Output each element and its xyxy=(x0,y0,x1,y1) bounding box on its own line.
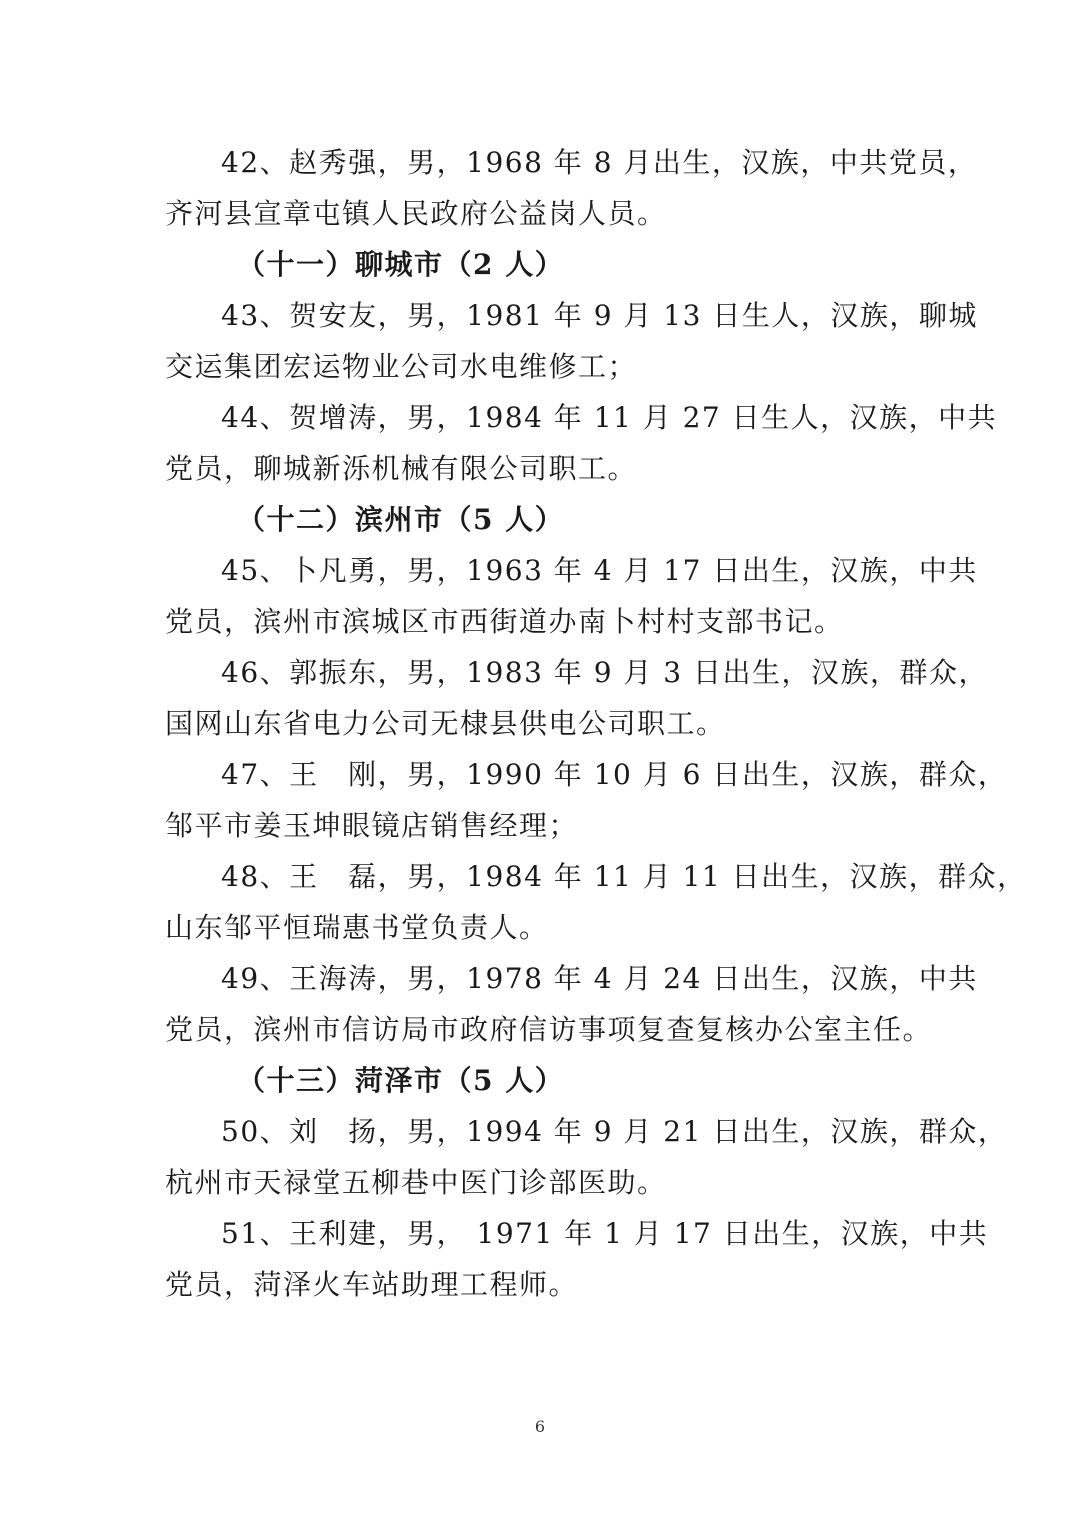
paragraph-line: 党员，滨州市滨城区市西街道办南卜村村支部书记。 xyxy=(165,605,844,638)
paragraph-line: 46、郭振东，男，1983 年 9 月 3 日出生，汉族，群众， xyxy=(221,656,989,689)
paragraph-line: 49、王海涛，男，1978 年 4 月 24 日出生，汉族，中共 xyxy=(221,962,978,995)
paragraph-line: 43、贺安友，男，1981 年 9 月 13 日生人，汉族，聊城 xyxy=(221,299,978,332)
paragraph-line: 国网山东省电力公司无棣县供电公司职工。 xyxy=(165,707,726,740)
paragraph-line: 邹平市姜玉坤眼镜店销售经理； xyxy=(165,809,579,842)
paragraph-line: 44、贺增涛，男，1984 年 11 月 27 日生人，汉族，中共 xyxy=(221,401,998,434)
paragraph-line: 47、王 刚，男，1990 年 10 月 6 日出生，汉族，群众， xyxy=(221,758,1008,791)
section-heading: （十二）滨州市（5 人） xyxy=(237,503,565,536)
paragraph-line: 48、王 磊，男，1984 年 11 月 11 日出生，汉族，群众， xyxy=(221,860,1027,893)
section-heading: （十三）菏泽市（5 人） xyxy=(237,1064,565,1097)
paragraph-line: 山东邹平恒瑞惠书堂负责人。 xyxy=(165,911,549,944)
paragraph-line: 齐河县宣章屯镇人民政府公益岗人员。 xyxy=(165,197,667,230)
paragraph-line: 50、刘 扬，男，1994 年 9 月 21 日出生，汉族，群众， xyxy=(221,1115,1008,1148)
paragraph-line: 45、卜凡勇，男，1963 年 4 月 17 日出生，汉族，中共 xyxy=(221,554,978,587)
page-number: 6 xyxy=(534,1417,546,1436)
paragraph-line: 42、赵秀强，男，1968 年 8 月出生，汉族，中共党员， xyxy=(221,146,978,179)
paragraph-line: 杭州市天禄堂五柳巷中医门诊部医助。 xyxy=(165,1166,667,1199)
document-body xyxy=(165,137,1027,1310)
paragraph-line: 党员，菏泽火车站助理工程师。 xyxy=(165,1268,579,1301)
paragraph-line: 交运集团宏运物业公司水电维修工； xyxy=(165,350,638,383)
paragraph-line: 党员，聊城新泺机械有限公司职工。 xyxy=(165,452,638,485)
paragraph-line: 党员，滨州市信访局市政府信访事项复查复核办公室主任。 xyxy=(165,1013,933,1046)
paragraph-line: 51、王利建，男， 1971 年 1 月 17 日出生，汉族，中共 xyxy=(221,1217,989,1250)
section-heading: （十一）聊城市（2 人） xyxy=(237,248,565,281)
